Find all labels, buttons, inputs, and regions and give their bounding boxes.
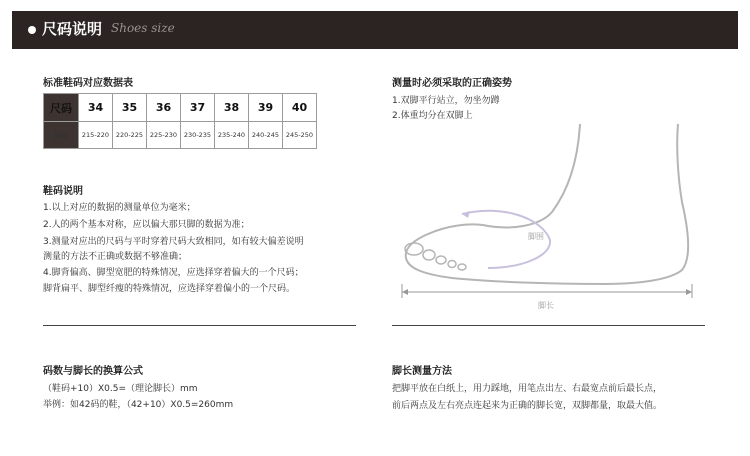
divider-right <box>392 325 705 326</box>
notes-line: 3.测量对应出的尺码与平时穿着尺码大致相同，如有较大偏差说明 <box>43 237 304 247</box>
notes-line: 脚背扁平、脚型纤瘦的特殊情况，应选择穿着偏小的一个尺码。 <box>43 284 296 294</box>
size-cell: 36 <box>147 94 181 122</box>
length-cell: 240-245 <box>249 122 283 149</box>
size-cell: 38 <box>215 94 249 122</box>
header <box>0 0 750 50</box>
formula-line: （鞋码+10）X0.5=（理论脚长）mm <box>43 384 198 394</box>
size-cell: 37 <box>181 94 215 122</box>
size-cell: 34 <box>79 94 113 122</box>
length-cell: 235-240 <box>215 122 249 149</box>
length-cell: 215-220 <box>79 122 113 149</box>
size-table-title: 标准鞋码对应数据表 <box>43 78 133 89</box>
page-title: 尺码说明 <box>42 20 103 38</box>
method-title: 脚长测量方法 <box>392 366 452 377</box>
divider-left <box>43 325 356 326</box>
length-row-label: 脚长 <box>44 122 79 149</box>
notes-title: 鞋码说明 <box>43 186 83 197</box>
length-cell: 230-235 <box>181 122 215 149</box>
method-line: 前后两点及左右亮点连起来为正确的脚长宽，双脚都量，取最大值。 <box>392 401 663 411</box>
size-table <box>43 93 317 149</box>
notes-line: 2.人的两个基本对称，应以偏大那只脚的数据为准； <box>43 220 250 230</box>
length-cell: 225-230 <box>147 122 181 149</box>
length-cell: 245-250 <box>283 122 317 149</box>
length-label: 脚长 <box>538 301 554 310</box>
size-row <box>44 94 317 122</box>
size-cell: 40 <box>283 94 317 122</box>
length-row <box>44 122 317 149</box>
posture-line: 1.双脚平行站立，勿坐勿蹲 <box>392 96 500 106</box>
method-line: 把脚平放在白纸上，用力踩地，用笔点出左、右最宽点前后最长点， <box>392 384 663 394</box>
size-row-label: 尺码 <box>44 94 79 122</box>
page-subtitle: Shoes size <box>111 21 175 35</box>
notes-line: 测量的方法不正确或数据不够准确； <box>43 252 188 262</box>
formula-title: 码数与脚长的换算公式 <box>43 366 143 377</box>
length-cell: 220-225 <box>113 122 147 149</box>
size-cell: 39 <box>249 94 283 122</box>
foot-outline-icon <box>405 124 688 284</box>
foot-diagram <box>392 118 712 314</box>
posture-title: 测量时必须采取的正确姿势 <box>392 78 512 89</box>
size-cell: 35 <box>113 94 147 122</box>
girth-label: 脚围 <box>528 232 544 241</box>
length-arrow-icon <box>402 284 692 298</box>
notes-line: 1.以上对应的数据的测量单位为毫米； <box>43 203 196 213</box>
posture-line: 2.体重均分在双脚上 <box>392 111 473 121</box>
formula-example: 举例：如42码的鞋，（42+10）X0.5=260mm <box>43 400 234 410</box>
notes-line: 4.脚背偏高、脚型宽肥的特殊情况，应选择穿着偏大的一个尺码； <box>43 268 304 278</box>
bullet-dot-icon <box>28 26 36 34</box>
